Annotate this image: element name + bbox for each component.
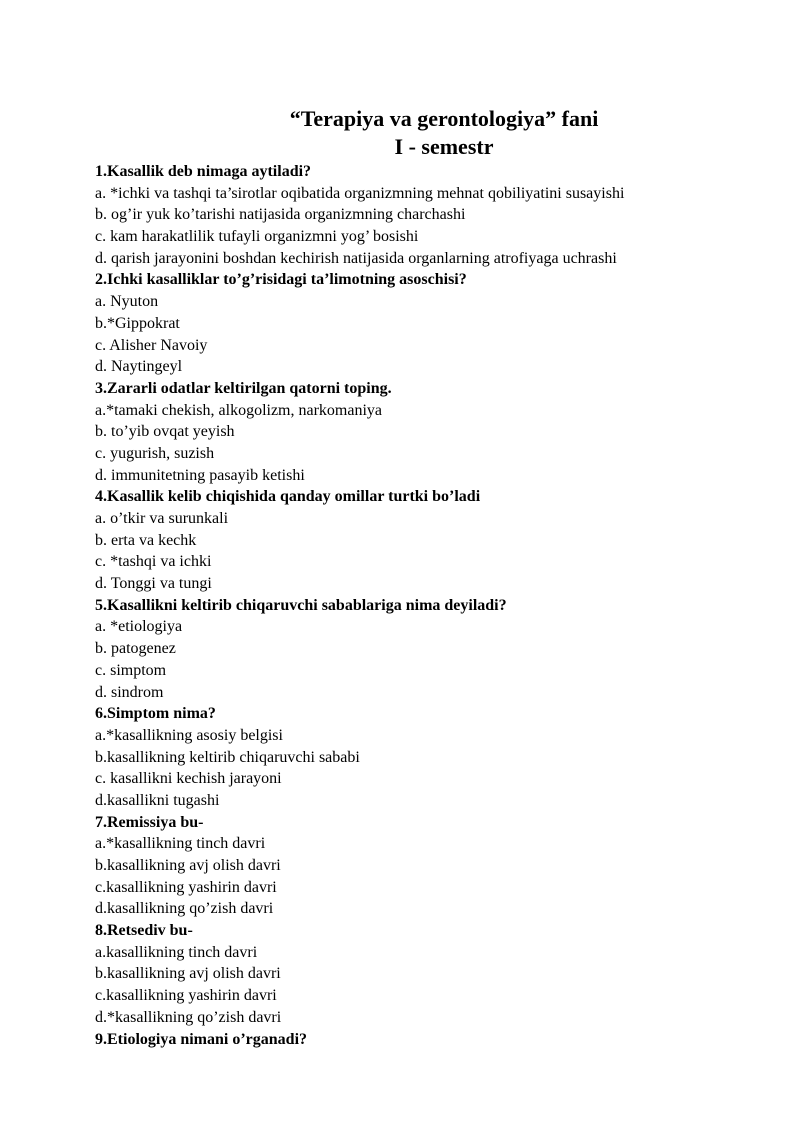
document-title: “Terapiya va gerontologiya” fani: [289, 106, 599, 131]
answer-option: a.*kasallikning asosiy belgisi: [95, 726, 283, 744]
answer-option: d.kasallikning qo’zish davri: [95, 900, 274, 918]
answer-option: c. simptom: [95, 661, 167, 679]
answer-option: c. kasallikni kechish jarayoni: [95, 770, 282, 788]
question-text: 5.Kasallikni keltirib chiqaruvchi sabablariga nima deyiladi?: [95, 596, 507, 614]
question-text: 2.Ichki kasalliklar to’g’risidagi ta’limotning asoschisi?: [95, 271, 467, 289]
answer-option: d. Naytingeyl: [95, 358, 183, 376]
answer-option: a. Nyuton: [95, 293, 159, 311]
answer-option: b.kasallikning avj olish davri: [95, 857, 281, 874]
answer-option: d. sindrom: [95, 683, 164, 701]
question-text: 7.Remissiya bu-: [95, 813, 204, 831]
answer-option: d.*kasallikning qo’zish davri: [95, 1008, 282, 1026]
question-text: 8.Retsediv bu-: [95, 922, 193, 940]
answer-option: a. *ichki va tashqi ta’sirotlar oqibatida organizmning mehnat qobiliyatini susayishi: [95, 184, 625, 202]
answer-option: b.*Gippokrat: [95, 314, 180, 332]
answer-option: a.*tamaki chekish, alkogolizm, narkomaniya: [95, 401, 383, 419]
semester-heading: I - semestr: [394, 134, 494, 159]
answer-option: c. Alisher Navoiy: [95, 336, 208, 354]
answer-option: d.kasallikni tugashi: [95, 791, 220, 809]
answer-option: c. yugurish, suzish: [95, 444, 215, 462]
answer-option: d. qarish jarayonini boshdan kechirish natijasida organlarning atrofiyaga uchrashi: [95, 249, 617, 267]
question-text: 6.Simptom nima?: [95, 705, 216, 723]
answer-option: a. o’tkir va surunkali: [95, 510, 229, 527]
question-text: 9.Etiologiya nimani o’rganadi?: [95, 1030, 308, 1048]
question-text: 3.Zararli odatlar keltirilgan qatorni toping.: [95, 379, 392, 397]
answer-option: b.kasallikning keltirib chiqaruvchi sababi: [95, 748, 360, 766]
answer-option: b. patogenez: [95, 640, 176, 658]
answer-option: d. Tonggi va tungi: [95, 575, 212, 593]
answer-option: b.kasallikning avj olish davri: [95, 965, 281, 983]
answer-option: b. og’ir yuk ko’tarishi natijasida organizmning charchashi: [95, 206, 466, 224]
answer-option: b. erta va kechk: [95, 531, 197, 549]
answer-option: c. kam harakatlilik tufayli organizmni yog’ bosishi: [95, 228, 419, 246]
answer-option: c.kasallikning yashirin davri: [95, 987, 277, 1005]
answer-option: a. *etiologiya: [95, 618, 183, 636]
answer-option: c. *tashqi va ichki: [95, 553, 212, 571]
answer-option: a.kasallikning tinch davri: [95, 943, 258, 961]
question-text: 1.Kasallik deb nimaga aytiladi?: [95, 163, 312, 180]
question-text: 4.Kasallik kelib chiqishida qanday omillar turtki bo’ladi: [95, 488, 481, 506]
answer-option: b. to’yib ovqat yeyish: [95, 423, 235, 441]
answer-option: d. immunitetning pasayib ketishi: [95, 466, 305, 484]
answer-option: c.kasallikning yashirin davri: [95, 878, 277, 896]
answer-option: a.*kasallikning tinch davri: [95, 835, 266, 853]
question-list: [95, 161, 775, 1050]
title-block: [96, 105, 792, 161]
